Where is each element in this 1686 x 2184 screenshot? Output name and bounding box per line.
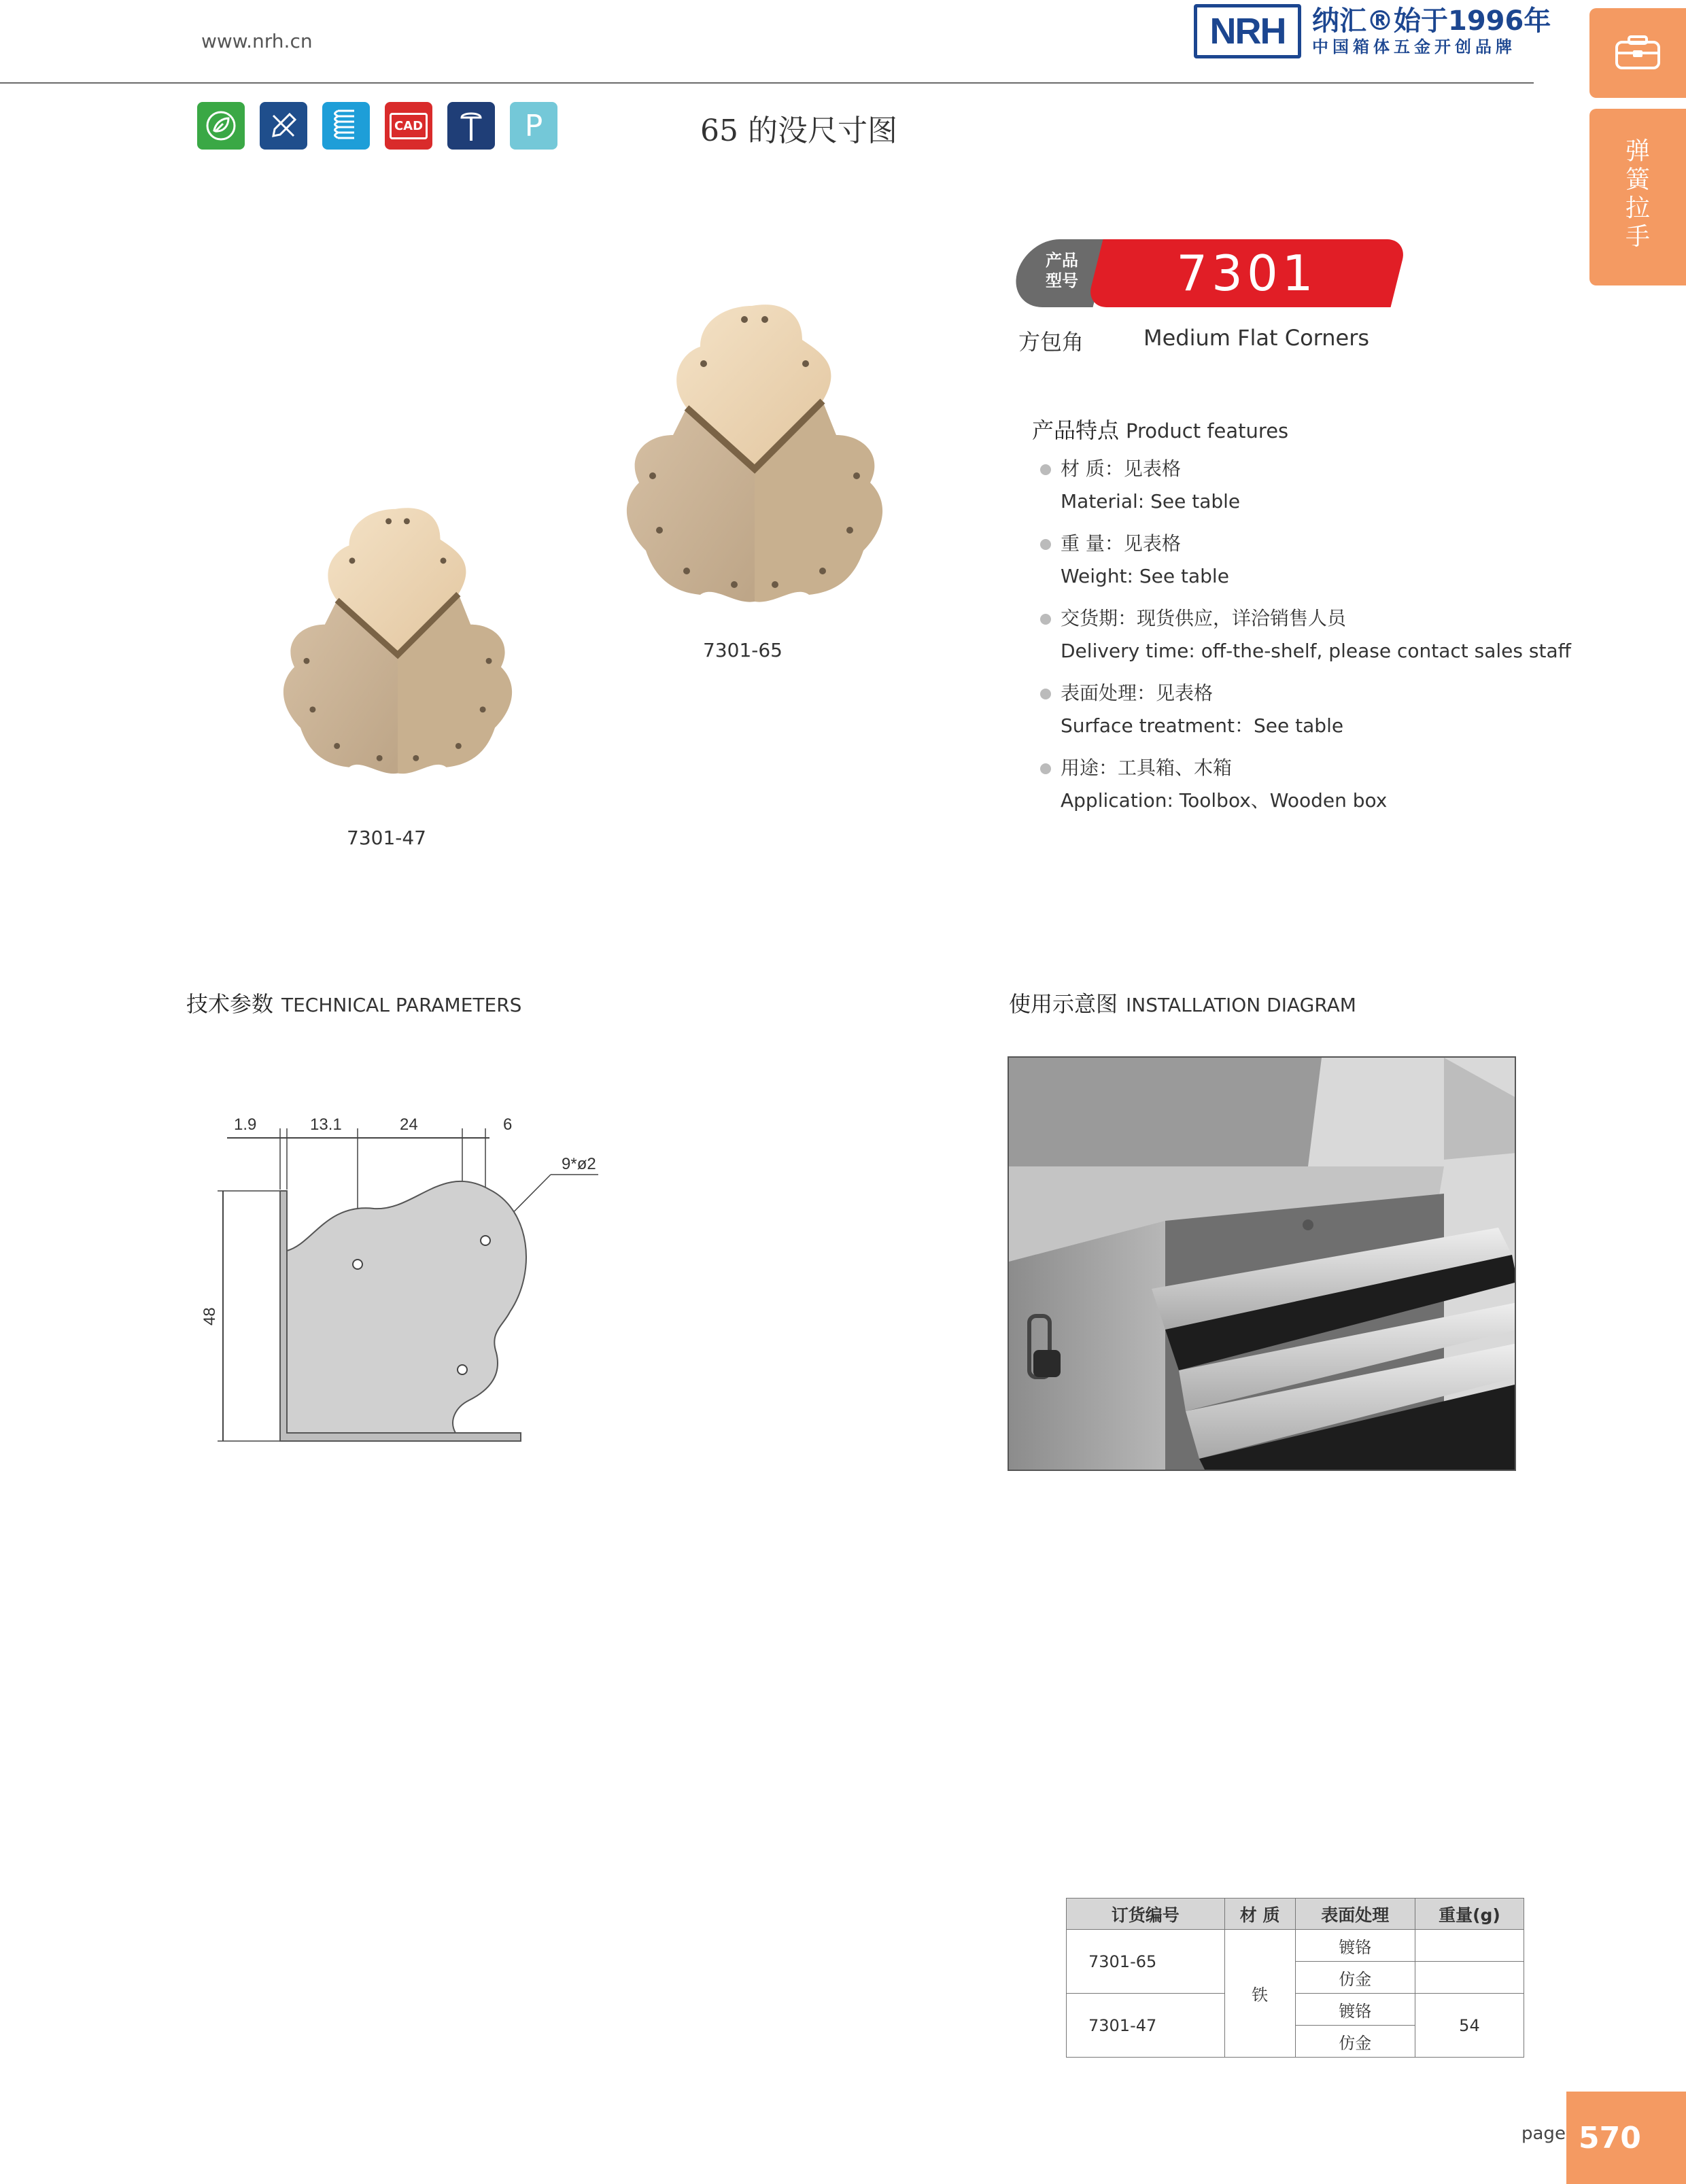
large-product-caption: 7301-65 [703, 639, 782, 661]
category-tab-icon[interactable] [1589, 8, 1686, 98]
product-image-small [252, 503, 544, 788]
dim-hole-spacing: 24 [400, 1115, 418, 1134]
page-label: page [1521, 2124, 1566, 2144]
product-image-large [598, 299, 911, 619]
design-icon [260, 102, 307, 150]
feature-item: 用途：工具箱、木箱 Application: Toolbox、Wooden box [1040, 752, 1387, 817]
table-row: 仿金 [1067, 2026, 1524, 2058]
dim-edge: 6 [503, 1115, 513, 1134]
page-heading: 65 的没尺寸图 [700, 114, 897, 148]
feature-item: 交货期：现货供应，详洽销售人员 Delivery time: off-the-shelf, please contact sales staff [1040, 602, 1571, 668]
dim-holes: 9*ø2 [562, 1155, 596, 1173]
dim-hole-offset: 13.1 [310, 1115, 342, 1134]
header-divider [0, 82, 1534, 84]
cad-icon: CAD [385, 102, 432, 150]
logo-tagline: 中国箱体五金开创品牌 [1312, 37, 1516, 56]
feature-item: 材 质：见表格 Material: See table [1040, 453, 1240, 518]
features-title: 产品特点 Product features [1032, 417, 1289, 443]
category-char: 手 [1625, 223, 1650, 251]
table-header: 表面处理 [1295, 1899, 1415, 1930]
dim-thickness: 1.9 [234, 1115, 257, 1134]
table-header: 重量(g) [1415, 1899, 1524, 1930]
dim-height: 48 [201, 1307, 219, 1325]
model-badge-label: 产品 型号 [1046, 251, 1078, 290]
table-row: 7301-47 镀铬 54 [1067, 1994, 1524, 2026]
feature-item: 重 量：见表格 Weight: See table [1040, 527, 1229, 593]
spring-icon [322, 102, 370, 150]
logo-slogan: 纳汇®始于1996年 [1312, 5, 1551, 37]
category-char: 弹 [1625, 137, 1650, 165]
logo-mark: NRH [1194, 4, 1301, 58]
feature-icons [197, 102, 557, 150]
spec-table [1066, 1898, 1524, 2058]
category-char: 拉 [1625, 194, 1650, 222]
brand-logo [1194, 3, 1551, 60]
category-tab[interactable] [1589, 109, 1686, 285]
table-row: 仿金 [1067, 1962, 1524, 1994]
eco-icon [197, 102, 245, 150]
technical-parameters-title: 技术参数 TECHNICAL PARAMETERS [186, 991, 522, 1017]
table-header: 材 质 [1224, 1899, 1295, 1930]
table-header: 订货编号 [1067, 1899, 1225, 1930]
suitcase-icon [1614, 34, 1662, 72]
technical-drawing [197, 1108, 619, 1461]
small-product-caption: 7301-47 [347, 827, 426, 849]
site-url[interactable]: www.nrh.cn [201, 30, 313, 52]
model-number: 7301 [1176, 245, 1318, 302]
installation-photo [1008, 1056, 1516, 1471]
rivet-icon [447, 102, 495, 150]
product-name-en: Medium Flat Corners [1143, 325, 1370, 351]
installation-diagram-title: 使用示意图 INSTALLATION DIAGRAM [1009, 991, 1356, 1017]
p-icon: P [510, 102, 557, 150]
feature-item: 表面处理：见表格 Surface treatment：See table [1040, 677, 1343, 742]
page-number: 570 [1566, 2092, 1686, 2184]
category-char: 簧 [1625, 166, 1650, 194]
table-row: 7301-65 铁 镀铬 [1067, 1930, 1524, 1962]
product-name-cn: 方包角 [1018, 329, 1084, 355]
